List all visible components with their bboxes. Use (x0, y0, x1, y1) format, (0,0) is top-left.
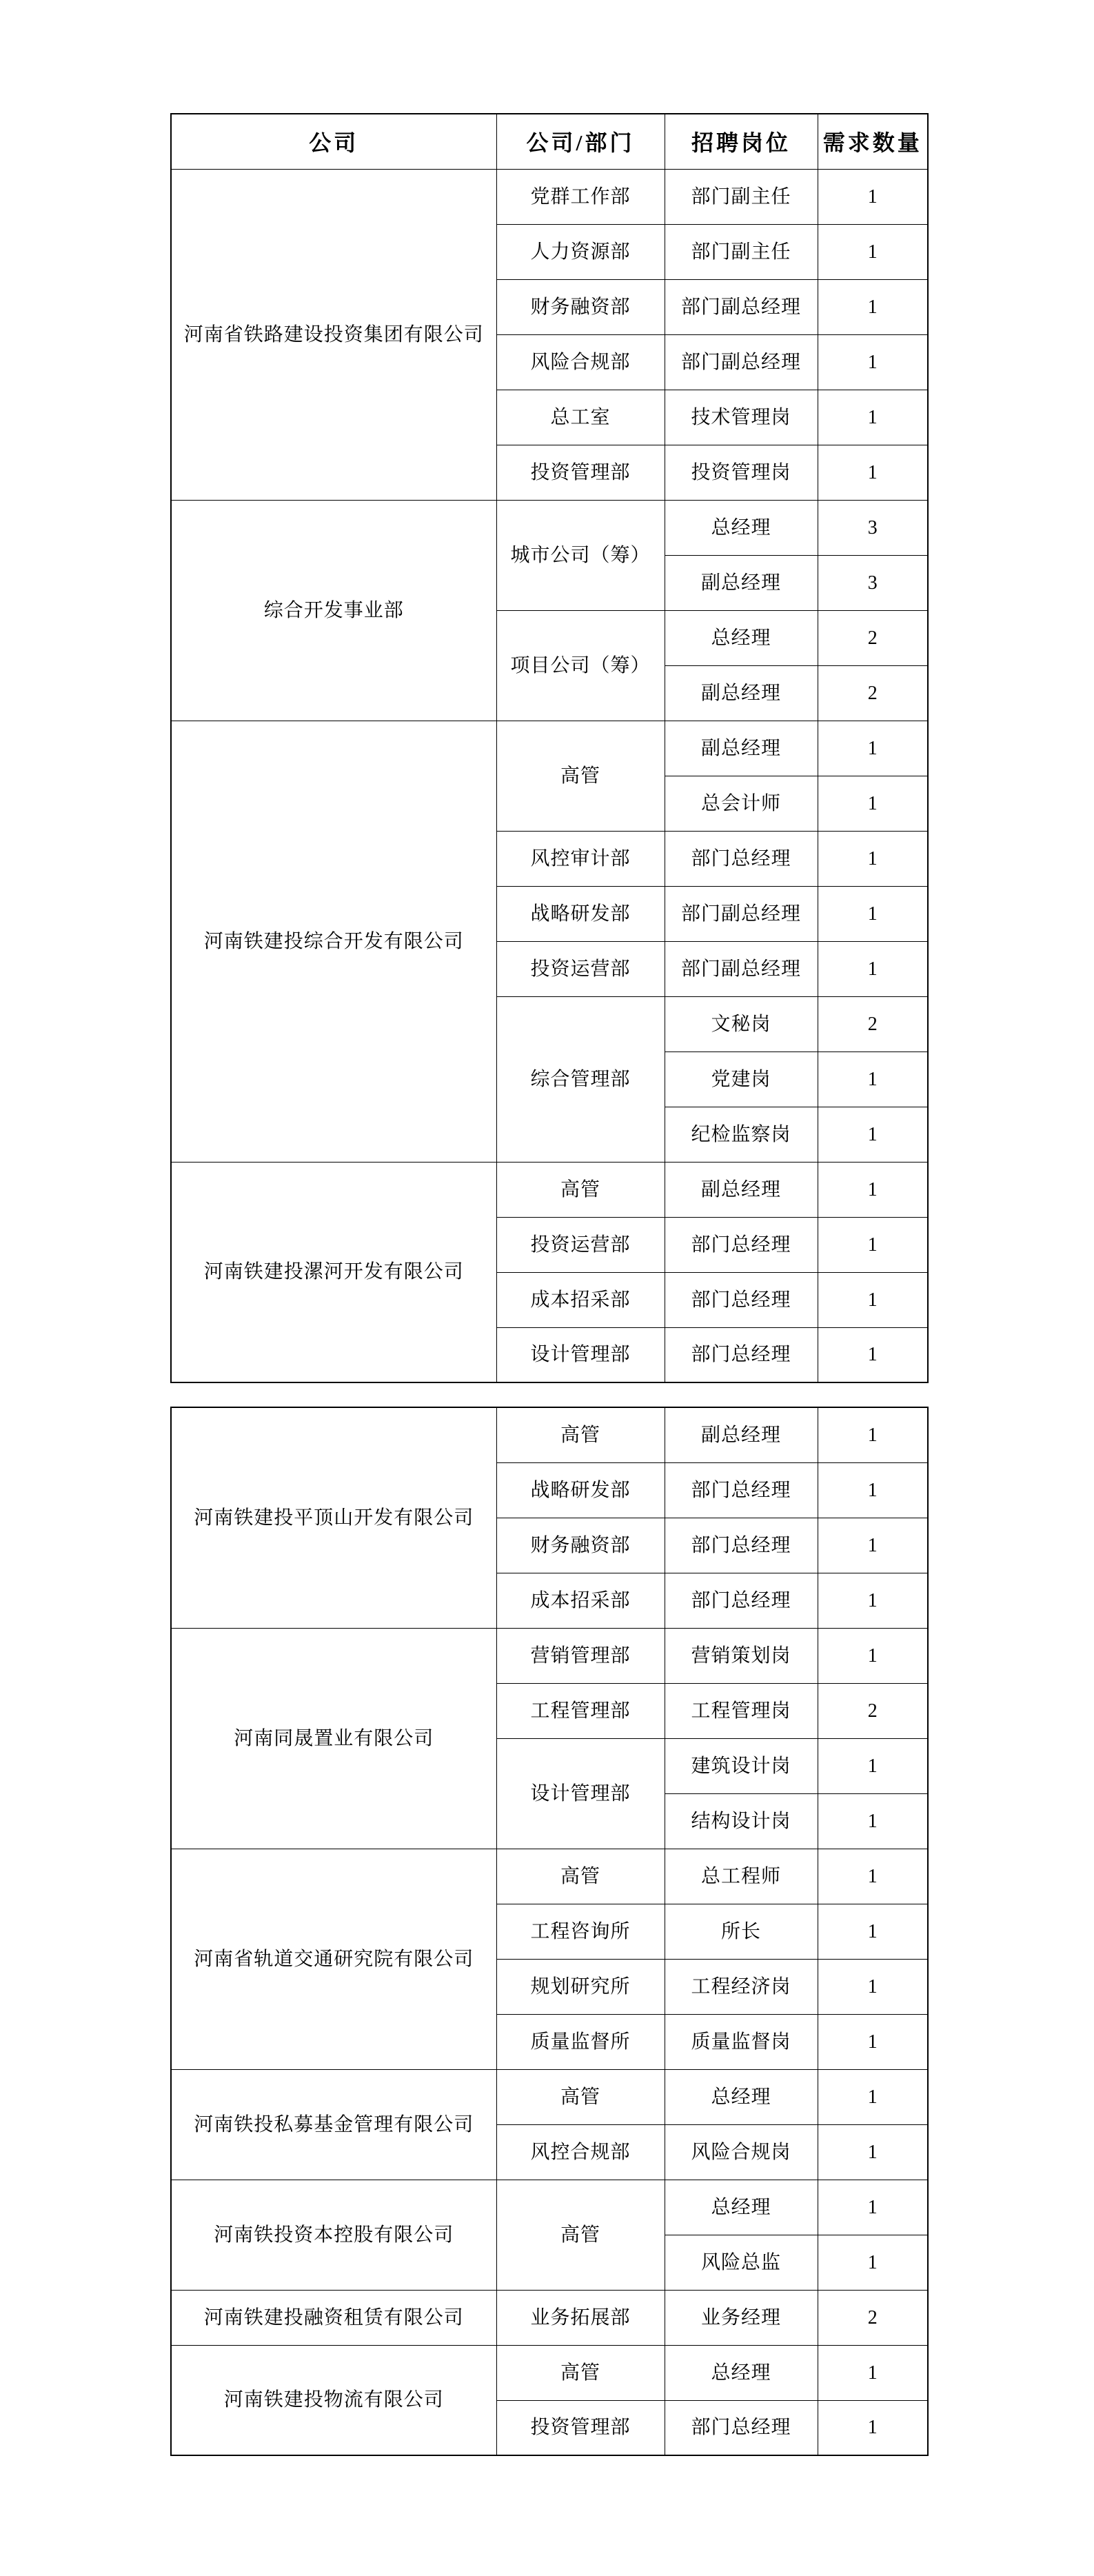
count-cell: 1 (818, 1272, 928, 1327)
position-cell: 总会计师 (665, 776, 818, 831)
table-row (171, 721, 928, 776)
department-cell: 投资管理部 (496, 2400, 665, 2455)
department-cell: 高管 (496, 1849, 665, 1904)
table-row (171, 500, 928, 555)
position-cell: 技术管理岗 (665, 390, 818, 445)
position-cell: 纪检监察岗 (665, 1107, 818, 1162)
company-cell: 河南省轨道交通研究院有限公司 (171, 1849, 496, 2069)
count-cell: 1 (818, 1162, 928, 1217)
table-header (171, 114, 928, 169)
count-cell: 1 (818, 1518, 928, 1573)
position-cell: 结构设计岗 (665, 1793, 818, 1849)
company-cell: 河南铁建投物流有限公司 (171, 2345, 496, 2455)
count-cell: 1 (818, 445, 928, 500)
count-cell: 1 (818, 1738, 928, 1793)
department-cell: 人力资源部 (496, 224, 665, 279)
table-row (171, 2290, 928, 2345)
count-cell: 2 (818, 996, 928, 1051)
count-cell: 1 (818, 279, 928, 334)
count-cell: 1 (818, 1793, 928, 1849)
department-cell: 风控合规部 (496, 2124, 665, 2180)
count-cell: 1 (818, 2124, 928, 2180)
count-cell: 1 (818, 1407, 928, 1462)
position-cell: 总经理 (665, 500, 818, 555)
company-cell: 综合开发事业部 (171, 500, 496, 721)
department-cell: 党群工作部 (496, 169, 665, 224)
department-cell: 投资运营部 (496, 1217, 665, 1272)
header-position: 招聘岗位 (665, 114, 818, 169)
position-cell: 风险总监 (665, 2235, 818, 2290)
position-cell: 部门副主任 (665, 169, 818, 224)
company-cell: 河南同晟置业有限公司 (171, 1628, 496, 1849)
count-cell: 2 (818, 2290, 928, 2345)
count-cell: 1 (818, 831, 928, 886)
department-cell: 成本招采部 (496, 1573, 665, 1628)
position-cell: 部门总经理 (665, 1217, 818, 1272)
position-cell: 部门总经理 (665, 831, 818, 886)
position-cell: 总经理 (665, 2345, 818, 2400)
table-row (171, 2345, 928, 2400)
header-demand-count: 需求数量 (818, 114, 928, 169)
company-cell: 河南铁建投融资租赁有限公司 (171, 2290, 496, 2345)
count-cell: 1 (818, 224, 928, 279)
department-cell: 高管 (496, 1162, 665, 1217)
count-cell: 2 (818, 1683, 928, 1738)
department-cell: 项目公司（筹） (496, 610, 665, 721)
department-cell: 高管 (496, 2345, 665, 2400)
position-cell: 部门总经理 (665, 1272, 818, 1327)
position-cell: 部门总经理 (665, 1573, 818, 1628)
position-cell: 副总经理 (665, 721, 818, 776)
count-cell: 1 (818, 1051, 928, 1107)
department-cell: 风控审计部 (496, 831, 665, 886)
position-cell: 风险合规岗 (665, 2124, 818, 2180)
count-cell: 1 (818, 1462, 928, 1518)
department-cell: 业务拓展部 (496, 2290, 665, 2345)
department-cell: 高管 (496, 2180, 665, 2290)
department-cell: 战略研发部 (496, 886, 665, 941)
table-row (171, 2180, 928, 2235)
count-cell: 1 (818, 2014, 928, 2069)
count-cell: 1 (818, 169, 928, 224)
position-cell: 质量监督岗 (665, 2014, 818, 2069)
department-cell: 风险合规部 (496, 334, 665, 390)
recruitment-table-page-2 (170, 1407, 929, 2456)
position-cell: 副总经理 (665, 555, 818, 610)
count-cell: 1 (818, 2069, 928, 2124)
header-company: 公司 (171, 114, 496, 169)
position-cell: 总经理 (665, 610, 818, 665)
department-cell: 战略研发部 (496, 1462, 665, 1518)
count-cell: 3 (818, 500, 928, 555)
company-cell: 河南铁建投综合开发有限公司 (171, 721, 496, 1162)
company-cell: 河南省铁路建设投资集团有限公司 (171, 169, 496, 500)
company-cell: 河南铁投资本控股有限公司 (171, 2180, 496, 2290)
table-row (171, 1849, 928, 1904)
count-cell: 1 (818, 1959, 928, 2014)
department-cell: 投资运营部 (496, 941, 665, 996)
table-row (171, 1407, 928, 1462)
company-cell: 河南铁建投漯河开发有限公司 (171, 1162, 496, 1382)
position-cell: 总经理 (665, 2069, 818, 2124)
company-cell: 河南铁投私募基金管理有限公司 (171, 2069, 496, 2180)
position-cell: 部门副总经理 (665, 886, 818, 941)
position-cell: 部门总经理 (665, 2400, 818, 2455)
recruitment-table-page-1 (170, 113, 929, 1383)
position-cell: 所长 (665, 1904, 818, 1959)
table-row (171, 1628, 928, 1683)
position-cell: 部门副总经理 (665, 941, 818, 996)
position-cell: 工程管理岗 (665, 1683, 818, 1738)
position-cell: 党建岗 (665, 1051, 818, 1107)
department-cell: 高管 (496, 2069, 665, 2124)
department-cell: 规划研究所 (496, 1959, 665, 2014)
company-cell: 河南铁建投平顶山开发有限公司 (171, 1407, 496, 1628)
table-row (171, 2069, 928, 2124)
header-company-department: 公司/部门 (496, 114, 665, 169)
count-cell: 1 (818, 1904, 928, 1959)
count-cell: 1 (818, 1849, 928, 1904)
count-cell: 1 (818, 1327, 928, 1382)
count-cell: 1 (818, 1628, 928, 1683)
position-cell: 总工程师 (665, 1849, 818, 1904)
department-cell: 设计管理部 (496, 1738, 665, 1849)
department-cell: 工程咨询所 (496, 1904, 665, 1959)
position-cell: 部门副总经理 (665, 334, 818, 390)
department-cell: 工程管理部 (496, 1683, 665, 1738)
department-cell: 质量监督所 (496, 2014, 665, 2069)
department-cell: 营销管理部 (496, 1628, 665, 1683)
department-cell: 高管 (496, 721, 665, 831)
position-cell: 部门总经理 (665, 1462, 818, 1518)
position-cell: 建筑设计岗 (665, 1738, 818, 1793)
position-cell: 工程经济岗 (665, 1959, 818, 2014)
position-cell: 投资管理岗 (665, 445, 818, 500)
department-cell: 设计管理部 (496, 1327, 665, 1382)
count-cell: 1 (818, 390, 928, 445)
position-cell: 文秘岗 (665, 996, 818, 1051)
position-cell: 总经理 (665, 2180, 818, 2235)
count-cell: 2 (818, 665, 928, 721)
position-cell: 营销策划岗 (665, 1628, 818, 1683)
count-cell: 1 (818, 776, 928, 831)
count-cell: 1 (818, 2345, 928, 2400)
count-cell: 1 (818, 2180, 928, 2235)
header-row (171, 114, 928, 169)
position-cell: 部门副主任 (665, 224, 818, 279)
count-cell: 1 (818, 334, 928, 390)
count-cell: 1 (818, 2400, 928, 2455)
table-row (171, 1162, 928, 1217)
position-cell: 部门总经理 (665, 1327, 818, 1382)
position-cell: 部门总经理 (665, 1518, 818, 1573)
position-cell: 部门副总经理 (665, 279, 818, 334)
position-cell: 副总经理 (665, 1162, 818, 1217)
count-cell: 1 (818, 1107, 928, 1162)
department-cell: 总工室 (496, 390, 665, 445)
count-cell: 2 (818, 610, 928, 665)
department-cell: 成本招采部 (496, 1272, 665, 1327)
position-cell: 副总经理 (665, 665, 818, 721)
department-cell: 高管 (496, 1407, 665, 1462)
department-cell: 财务融资部 (496, 1518, 665, 1573)
count-cell: 1 (818, 941, 928, 996)
department-cell: 财务融资部 (496, 279, 665, 334)
count-cell: 1 (818, 2235, 928, 2290)
count-cell: 3 (818, 555, 928, 610)
table-row (171, 169, 928, 224)
count-cell: 1 (818, 1217, 928, 1272)
department-cell: 综合管理部 (496, 996, 665, 1162)
department-cell: 投资管理部 (496, 445, 665, 500)
position-cell: 副总经理 (665, 1407, 818, 1462)
count-cell: 1 (818, 721, 928, 776)
position-cell: 业务经理 (665, 2290, 818, 2345)
count-cell: 1 (818, 1573, 928, 1628)
count-cell: 1 (818, 886, 928, 941)
department-cell: 城市公司（筹） (496, 500, 665, 610)
